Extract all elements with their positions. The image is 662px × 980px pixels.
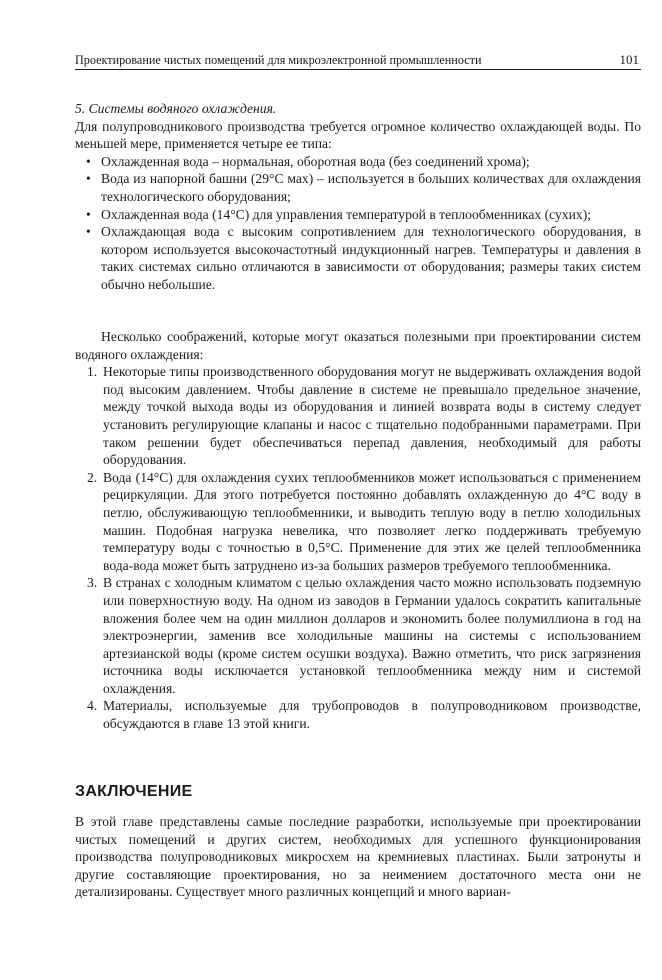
list-item [75, 223, 641, 293]
considerations-intro: Несколько соображений, которые могут оказаться полезными при проектировании систем водяного охлаждения: [75, 329, 641, 362]
conclusion-heading: ЗАКЛЮЧЕНИЕ [75, 783, 193, 800]
list-item [75, 170, 641, 205]
list-item-text: В странах с холодным климатом с целью охлаждения часто можно использовать подземную или поверхностную воду. На одном из заводов в Германии удалось сократить капитальные вложения более чем на один миллион долларов и экономить более полумиллиона в год на электроэнергии, заменив все холодильные машины на системы с использованием артезианской воды (кроме систем осушки воздуха). Важно отметить, что риск загрязнения источника воды исключается установкой теплообменника между ним и системой охлаждения. [103, 575, 641, 696]
list-item-text: Охлажденная вода (14°С) для управления температурой в теплообменниках (сухих); [101, 206, 591, 222]
list-item-text: Охлаждающая вода с высоким сопротивлением для технологического оборудования, в котором используется высокочастотный индукционный нагрев. Температуры и давления в таких системах сильно отличаются в зависимости от оборудования; размеры таких систем обычно небольшие. [101, 224, 641, 292]
item-number: 4. [87, 698, 98, 714]
list-item-text: Вода (14°С) для охлаждения сухих теплообменников может использоваться с применением рециркуляции. Для этого потребуется постоянно добавлять охлажденную до 4°С воду в петлю, обслуживающую теплообменники, и выводить теплую воду в петлю холодильных машин. Подобная нагрузка невелика, что позволяет легко поддерживать требуемую температуру воды с точностью в 0,5°С. Применение для этих же целей теплообменника вода-вода может быть затруднено из-за больших размеров требуемого теплообменника. [103, 469, 641, 573]
item-number: 1. [87, 364, 98, 380]
list-item-text: Материалы, используемые для трубопроводов в полупроводниковом производстве, обсуждаются в главе 13 этой книги. [103, 698, 641, 732]
list-item-text: Охлажденная вода – нормальная, оборотная вода (без соединений хрома); [101, 153, 530, 169]
list-item [75, 363, 641, 469]
list-item [75, 206, 641, 224]
considerations-list [75, 363, 641, 732]
running-header-title: Проектирование чистых помещений для микроэлектронной промышленности [75, 53, 482, 67]
conclusion-text: В этой главе представлены самые последние разработки, используемые при проектировании чистых помещений и других систем, необходимых для успешного функционирования производства полупроводниковых микросхем на кремниевых пластинах. Были затронуты и другие составляющие проектирования, но за неимением достаточного места они не детализированы. Существует много различных концепций и много вариан- [75, 814, 641, 900]
item-number: 3. [87, 575, 98, 591]
water-types-list [75, 153, 641, 294]
bullet-marker: • [86, 153, 91, 169]
conclusion-section [75, 813, 641, 901]
page-number: 101 [619, 52, 639, 67]
section-title: 5. Системы водяного охлаждения. [75, 101, 277, 116]
list-item [75, 469, 641, 575]
section-intro: Для полупроводникового производства требуется огромное количество охлаждающей воды. По меньшей мере, применяется четыре ее типа: [75, 118, 641, 152]
list-item-text: Некоторые типы производственного оборудования могут не выдерживать охлаждения водой под высоким давлением. Чтобы давление в системе не превышало предельное значение, между точкой выхода воды из оборудования и линией возврата воды в систему следует установить регулирующие клапаны и насос с тщательно подобранными параметрами. При таком решении будет обеспечиваться перепад давления, необходимый для работы оборудования. [103, 364, 641, 468]
bullet-marker: • [86, 171, 91, 187]
running-header [75, 53, 641, 70]
section-cooling-water [75, 100, 641, 294]
considerations-section [75, 328, 641, 733]
list-item-text: Вода из напорной башни (29°С мах) – используется в больших количествах для охлаждения технологического оборудования; [101, 171, 641, 204]
bullet-marker: • [86, 224, 91, 240]
list-item [75, 697, 641, 732]
bullet-marker: • [86, 206, 91, 222]
list-item [75, 574, 641, 697]
list-item [75, 153, 641, 171]
item-number: 2. [87, 469, 98, 485]
